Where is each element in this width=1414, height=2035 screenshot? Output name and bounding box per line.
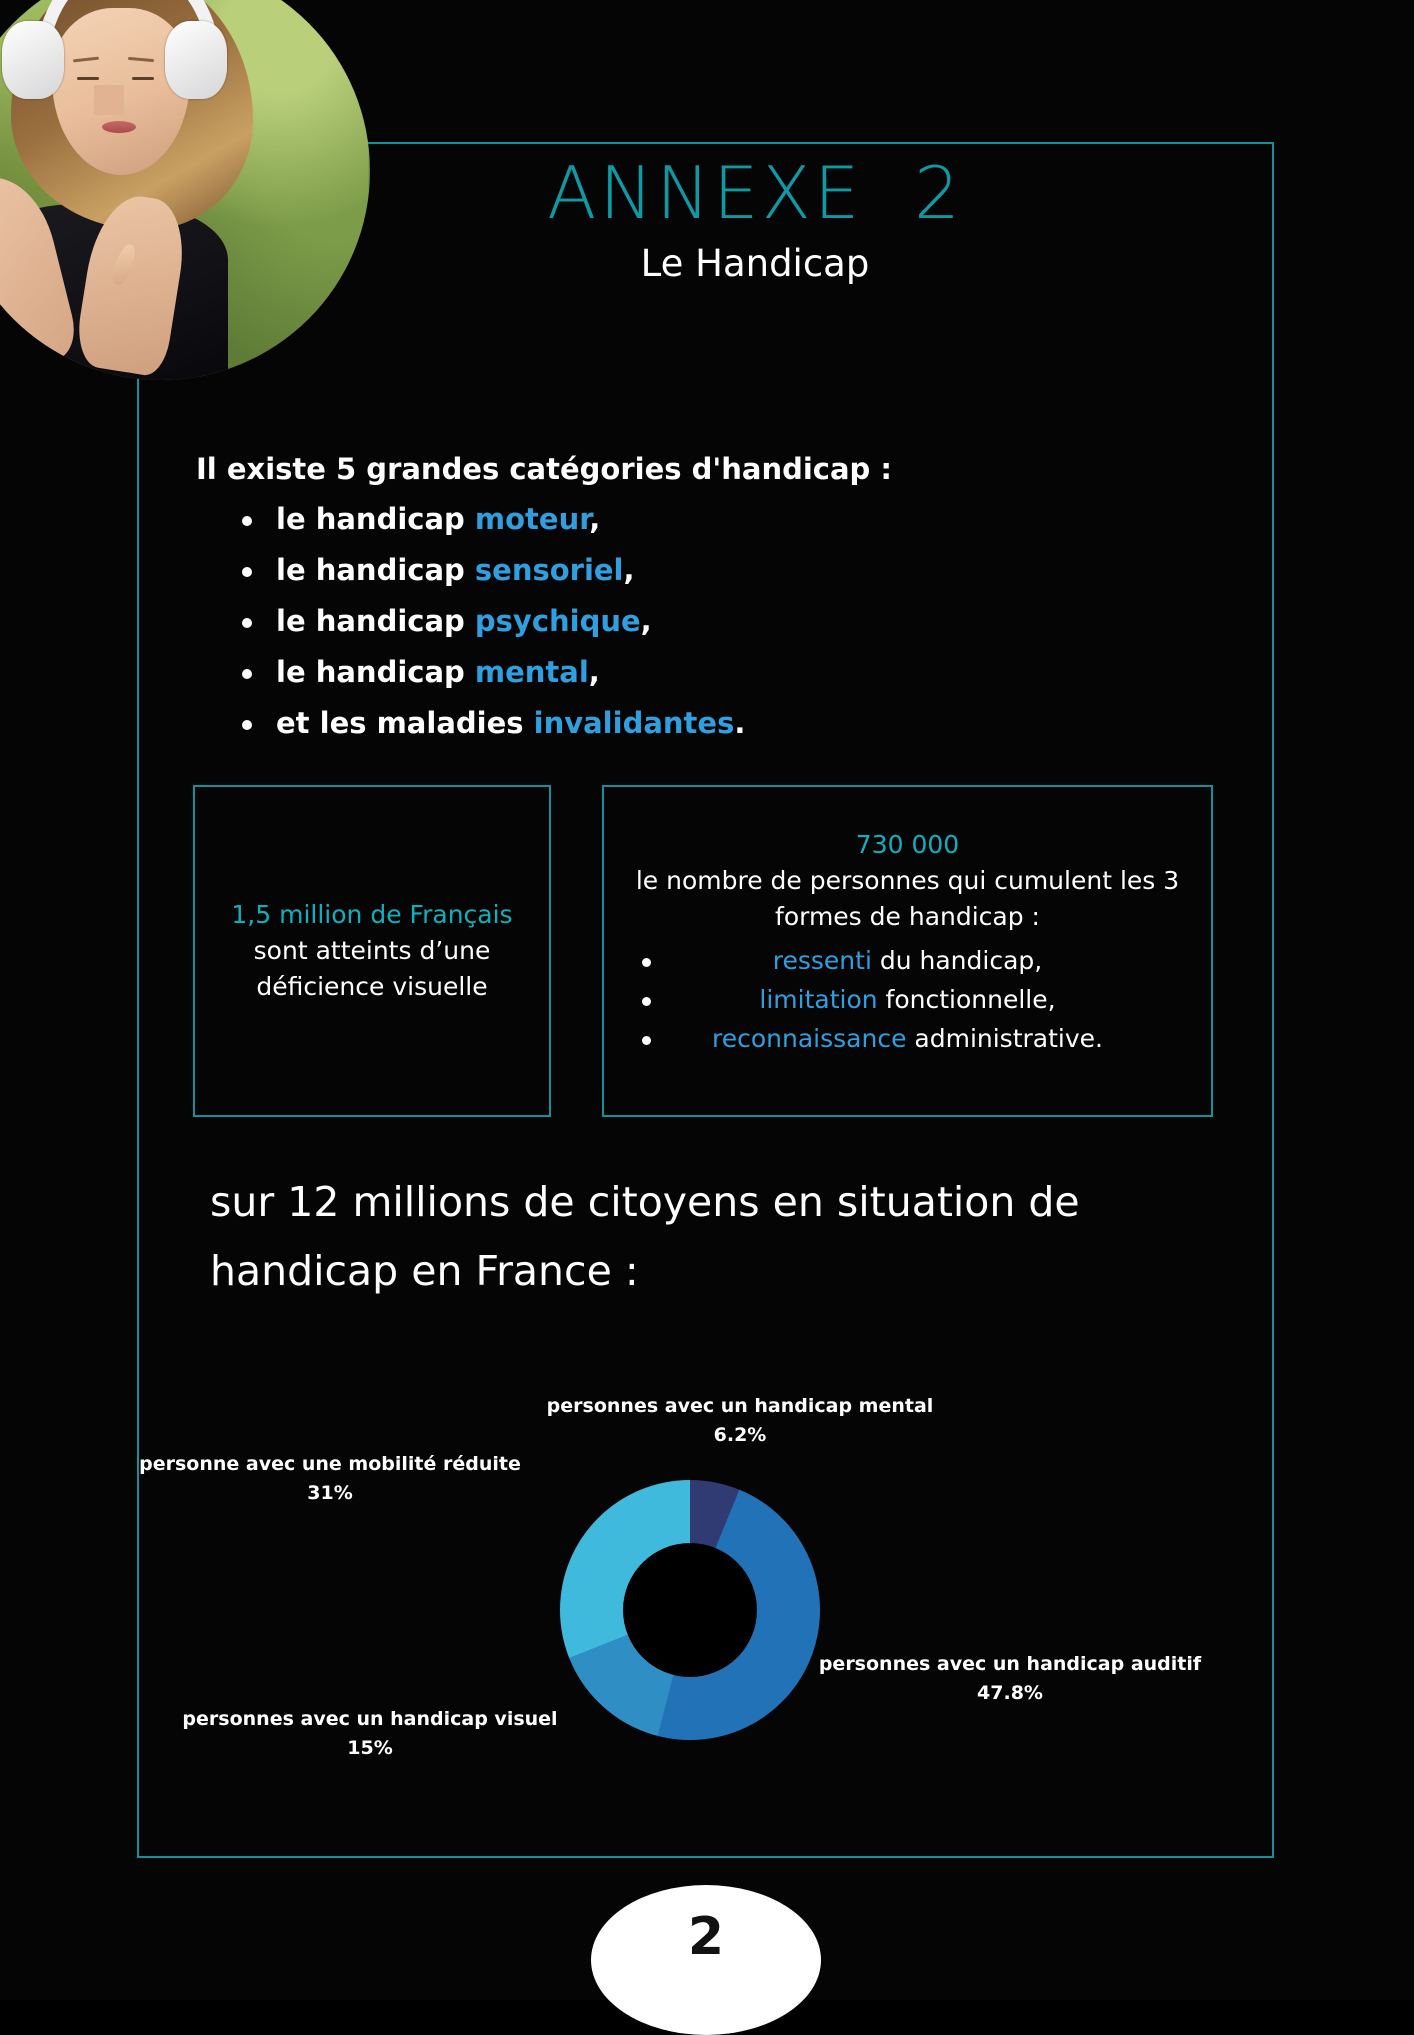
photo-eye-right: [132, 77, 154, 80]
form-keyword: limitation: [759, 985, 878, 1014]
handicap-distribution-chart: [140, 1380, 1270, 1800]
woman-with-headphones-photo: [0, 0, 370, 380]
chart-label-visuel: [160, 1705, 580, 1763]
form-keyword: ressenti: [772, 946, 872, 975]
list-item: [620, 1019, 1195, 1058]
list-item: [234, 596, 1096, 647]
donut-center-hole: [623, 1543, 757, 1677]
header: [360, 151, 1150, 285]
stat-box-left-text: [217, 897, 526, 1005]
chart-intro-statement: [210, 1168, 1210, 1306]
category-suffix: ,: [588, 655, 600, 689]
form-keyword: reconnaissance: [712, 1024, 907, 1053]
stat-highlight: 1,5 million de Français: [231, 900, 513, 929]
photo-hand-right: [108, 242, 138, 287]
page-number: 2: [687, 1907, 725, 1967]
list-item: [234, 647, 1096, 698]
categories-section: [196, 452, 1096, 749]
hero-photo-circle: [0, 0, 370, 380]
category-suffix: ,: [589, 502, 601, 536]
statement-line-2: handicap en France :: [210, 1247, 639, 1295]
headphone-earcup-right: [165, 21, 227, 99]
chart-label-mobilite-text: personne avec une mobilité réduite: [139, 1453, 521, 1475]
category-keyword: invalidantes: [533, 706, 735, 740]
chart-label-visuel-value: 15%: [347, 1737, 393, 1759]
chart-label-auditif-text: personnes avec un handicap auditif: [818, 1653, 1202, 1675]
chart-label-mental-text: personnes avec un handicap mental: [546, 1395, 934, 1417]
stat-boxes: [193, 785, 1213, 1117]
stat-lead-line-1: le nombre de personnes qui cumulent les 3: [635, 866, 1180, 895]
category-keyword: psychique: [474, 604, 641, 638]
photo-neck: [94, 85, 124, 115]
stat-lead-line-2: formes de handicap :: [775, 902, 1040, 931]
stat-line-3: déficience visuelle: [256, 972, 488, 1001]
donut-chart: [560, 1480, 820, 1740]
chart-label-mental-value: 6.2%: [713, 1424, 767, 1446]
list-item: [234, 545, 1096, 596]
handicap-forms-list: [620, 941, 1195, 1058]
stat-number: 730 000: [855, 830, 960, 859]
page-number-badge: [591, 1885, 821, 2035]
chart-label-mental: [530, 1392, 950, 1450]
headphone-earcup-left: [2, 21, 64, 99]
category-suffix: ,: [623, 553, 635, 587]
chart-label-auditif: [800, 1650, 1220, 1708]
photo-eye-left: [77, 77, 99, 80]
category-prefix: le handicap: [276, 553, 475, 587]
category-prefix: le handicap: [276, 655, 475, 689]
category-suffix: .: [734, 706, 746, 740]
page-title: ANNEXE 2: [547, 151, 963, 235]
chart-label-visuel-text: personnes avec un handicap visuel: [182, 1708, 558, 1730]
category-keyword: moteur: [474, 502, 590, 536]
category-suffix: ,: [640, 604, 652, 638]
list-item: [234, 494, 1096, 545]
form-rest: fonctionnelle,: [877, 985, 1056, 1014]
photo-lips: [102, 121, 136, 133]
chart-label-mobilite: [120, 1450, 540, 1508]
category-prefix: et les maladies: [276, 706, 534, 740]
stat-line-2: sont atteints d’une: [253, 936, 491, 965]
category-keyword: sensoriel: [474, 553, 624, 587]
stat-box-cumulative-handicap: [602, 785, 1213, 1117]
page-subtitle: Le Handicap: [640, 241, 870, 285]
chart-label-mobilite-value: 31%: [307, 1482, 353, 1504]
list-item: [620, 980, 1195, 1019]
categories-lead: Il existe 5 grandes catégories d'handicap :: [196, 452, 893, 486]
form-rest: du handicap,: [871, 946, 1043, 975]
list-item: [620, 941, 1195, 980]
statement-line-1: sur 12 millions de citoyens en situation de: [210, 1178, 1080, 1226]
category-prefix: le handicap: [276, 604, 475, 638]
chart-label-auditif-value: 47.8%: [977, 1682, 1043, 1704]
stat-box-visual-impairment: [193, 785, 551, 1117]
form-rest: administrative.: [906, 1024, 1103, 1053]
category-keyword: mental: [474, 655, 589, 689]
categories-list: [196, 494, 1096, 749]
list-item: [234, 698, 1096, 749]
category-prefix: le handicap: [276, 502, 475, 536]
